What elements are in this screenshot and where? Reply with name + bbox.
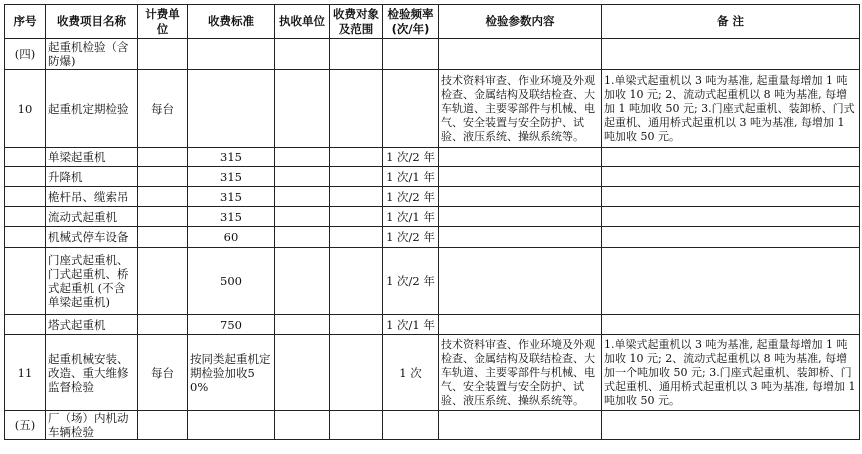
- params-cell: 技术资料审查、作业环境及外观检查、金属结构及联结检查、大车轨道、主要零部件与机械、电气、安全装置与安全防护、试验、液压系统、操纵系统等。: [439, 70, 602, 148]
- billing-unit-cell: [138, 207, 188, 227]
- fee-standard-cell: 315: [188, 187, 275, 207]
- billing-unit-cell: [138, 167, 188, 187]
- collecting-dept-cell: [275, 167, 330, 187]
- fee-scope-cell: [330, 315, 383, 335]
- remark-cell: 1.单梁式起重机以 3 吨为基准, 起重量每增加 1 吨加收 10 元; 2、流动式起重机以 8 吨为基准, 每增加 1 吨加收 50 元; 3.门座式起重机、装卸桥、门式起重机、通用桥式起重机以 3 吨为基准, 每增加 1 吨加收 50 元。: [602, 70, 860, 148]
- item-name-cell: 起重机定期检验: [46, 70, 138, 148]
- table-row: [5, 227, 860, 248]
- table-row: [5, 315, 860, 335]
- fee-standard-table: [4, 4, 860, 440]
- fee-standard-cell: 500: [188, 248, 275, 315]
- billing-unit-cell: [138, 227, 188, 248]
- table-row: [5, 70, 860, 148]
- billing-unit-cell: [138, 411, 188, 440]
- item-name-cell: 门座式起重机、门式起重机、桥式起重机 (不含单梁起重机): [46, 248, 138, 315]
- fee-standard-cell: 750: [188, 315, 275, 335]
- fee-scope-cell: [330, 207, 383, 227]
- frequency-cell: 1 次: [383, 335, 439, 411]
- params-cell: [439, 227, 602, 248]
- table-row: [5, 39, 860, 70]
- header-inspection-params: 检验参数内容: [439, 5, 602, 39]
- fee-standard-cell: 315: [188, 207, 275, 227]
- item-name-cell: 厂（场）内机动车辆检验: [46, 411, 138, 440]
- item-name-cell: 机械式停车设备: [46, 227, 138, 248]
- header-remark: 备 注: [602, 5, 860, 39]
- seq-cell: [5, 207, 46, 227]
- billing-unit-cell: 每台: [138, 70, 188, 148]
- collecting-dept-cell: [275, 335, 330, 411]
- table-row: [5, 167, 860, 187]
- table-row: [5, 148, 860, 167]
- seq-cell: (五): [5, 411, 46, 440]
- params-cell: [439, 411, 602, 440]
- seq-cell: [5, 167, 46, 187]
- header-fee-scope: 收费对象及范围: [330, 5, 383, 39]
- collecting-dept-cell: [275, 411, 330, 440]
- table-row: [5, 335, 860, 411]
- seq-cell: (四): [5, 39, 46, 70]
- seq-cell: 11: [5, 335, 46, 411]
- collecting-dept-cell: [275, 39, 330, 70]
- header-seq: 序号: [5, 5, 46, 39]
- item-name-cell: 流动式起重机: [46, 207, 138, 227]
- collecting-dept-cell: [275, 148, 330, 167]
- fee-scope-cell: [330, 335, 383, 411]
- remark-cell: [602, 167, 860, 187]
- seq-cell: 10: [5, 70, 46, 148]
- remark-cell: [602, 248, 860, 315]
- item-name-cell: 桅杆吊、缆索吊: [46, 187, 138, 207]
- fee-scope-cell: [330, 248, 383, 315]
- collecting-dept-cell: [275, 315, 330, 335]
- billing-unit-cell: 每台: [138, 335, 188, 411]
- seq-cell: [5, 227, 46, 248]
- remark-cell: [602, 187, 860, 207]
- billing-unit-cell: [138, 187, 188, 207]
- frequency-cell: 1 次/2 年: [383, 248, 439, 315]
- fee-scope-cell: [330, 167, 383, 187]
- collecting-dept-cell: [275, 248, 330, 315]
- params-cell: [439, 248, 602, 315]
- table-row: [5, 411, 860, 440]
- params-cell: [439, 148, 602, 167]
- seq-cell: [5, 148, 46, 167]
- remark-cell: [602, 39, 860, 70]
- params-cell: [439, 39, 602, 70]
- remark-cell: [602, 411, 860, 440]
- collecting-dept-cell: [275, 187, 330, 207]
- remark-cell: 1.单梁式起重机以 3 吨为基准, 起重量每增加 1 吨加收 10 元; 2、流动式起重机以 8 吨为基准, 每增加一个吨加收 50 元; 3.门座式起重机、装卸桥、门式起重机、通用桥式起重机以 3 吨为基准, 每增加 1 吨加收 50 元。: [602, 335, 860, 411]
- header-item-name: 收费项目名称: [46, 5, 138, 39]
- frequency-cell: [383, 39, 439, 70]
- header-row: [5, 5, 860, 39]
- frequency-cell: 1 次/2 年: [383, 187, 439, 207]
- fee-standard-cell: 315: [188, 167, 275, 187]
- fee-scope-cell: [330, 39, 383, 70]
- frequency-cell: 1 次/1 年: [383, 167, 439, 187]
- fee-standard-cell: [188, 39, 275, 70]
- header-fee-standard: 收费标准: [188, 5, 275, 39]
- billing-unit-cell: [138, 39, 188, 70]
- fee-standard-cell: 按同类起重机定期检验加收50%: [188, 335, 275, 411]
- frequency-cell: [383, 411, 439, 440]
- frequency-cell: 1 次/1 年: [383, 315, 439, 335]
- header-collecting-dept: 执收单位: [275, 5, 330, 39]
- collecting-dept-cell: [275, 207, 330, 227]
- remark-cell: [602, 207, 860, 227]
- item-name-cell: 单梁起重机: [46, 148, 138, 167]
- fee-scope-cell: [330, 70, 383, 148]
- seq-cell: [5, 187, 46, 207]
- remark-cell: [602, 315, 860, 335]
- params-cell: [439, 207, 602, 227]
- billing-unit-cell: [138, 315, 188, 335]
- params-cell: 技术资料审查、作业环境及外观检查、金属结构及联结检查、大车轨道、主要零部件与机械、电气、安全装置与安全防护、试验、液压系统、操纵系统等。: [439, 335, 602, 411]
- seq-cell: [5, 248, 46, 315]
- frequency-cell: 1 次/1 年: [383, 207, 439, 227]
- header-billing-unit: 计费单位: [138, 5, 188, 39]
- seq-cell: [5, 315, 46, 335]
- frequency-cell: 1 次/2 年: [383, 148, 439, 167]
- table-row: [5, 187, 860, 207]
- table-row: [5, 207, 860, 227]
- frequency-cell: 1 次/2 年: [383, 227, 439, 248]
- header-inspection-frequency: 检验频率(次/年): [383, 5, 439, 39]
- fee-scope-cell: [330, 411, 383, 440]
- collecting-dept-cell: [275, 70, 330, 148]
- params-cell: [439, 315, 602, 335]
- item-name-cell: 起重机械安装、改造、重大维修监督检验: [46, 335, 138, 411]
- billing-unit-cell: [138, 248, 188, 315]
- fee-standard-cell: 60: [188, 227, 275, 248]
- billing-unit-cell: [138, 148, 188, 167]
- params-cell: [439, 187, 602, 207]
- fee-scope-cell: [330, 187, 383, 207]
- remark-cell: [602, 148, 860, 167]
- table-row: [5, 248, 860, 315]
- collecting-dept-cell: [275, 227, 330, 248]
- remark-cell: [602, 227, 860, 248]
- fee-standard-cell: [188, 70, 275, 148]
- item-name-cell: 塔式起重机: [46, 315, 138, 335]
- fee-standard-cell: [188, 411, 275, 440]
- table-body: [5, 39, 860, 440]
- fee-scope-cell: [330, 148, 383, 167]
- frequency-cell: [383, 70, 439, 148]
- fee-standard-cell: 315: [188, 148, 275, 167]
- params-cell: [439, 167, 602, 187]
- item-name-cell: 起重机检验（含防爆): [46, 39, 138, 70]
- fee-scope-cell: [330, 227, 383, 248]
- item-name-cell: 升降机: [46, 167, 138, 187]
